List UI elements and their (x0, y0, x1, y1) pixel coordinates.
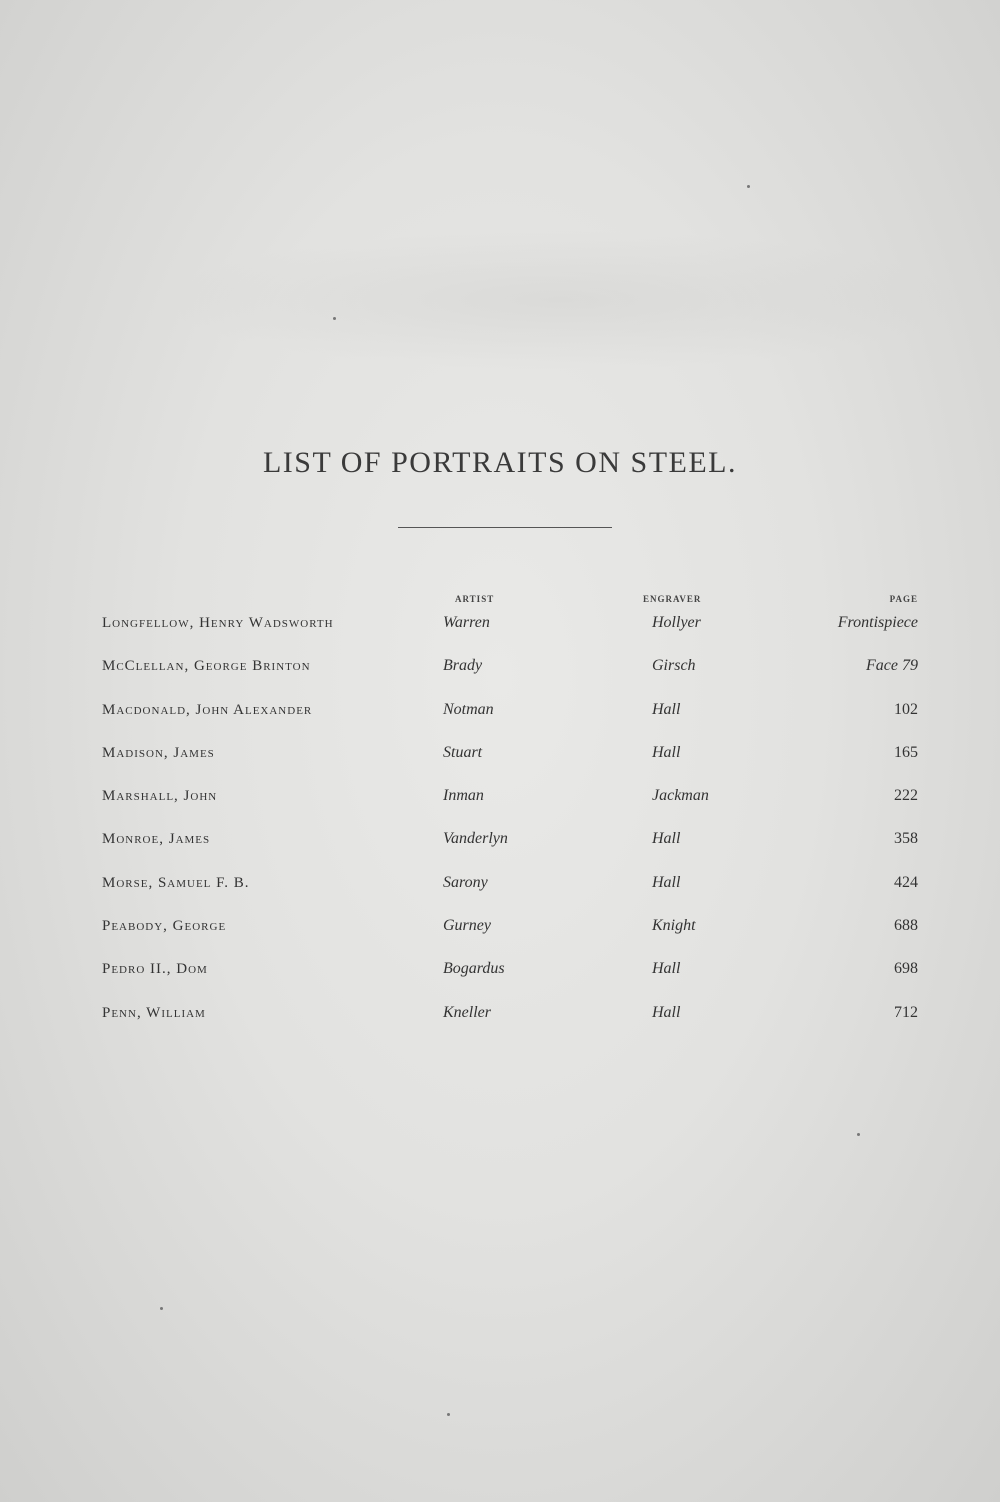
portrait-artist: Stuart (443, 743, 483, 761)
portrait-name: Longfellow, Henry Wadsworth (102, 615, 334, 631)
paper-speck (333, 317, 336, 320)
portrait-engraver: Hall (652, 743, 681, 761)
list-row (0, 653, 1000, 696)
portrait-page: Face 79 (866, 657, 918, 675)
portrait-page: 222 (894, 787, 918, 805)
portrait-page: 688 (894, 917, 918, 935)
portrait-page: 698 (894, 960, 918, 978)
portrait-page: 712 (894, 1003, 918, 1021)
portrait-engraver: Girsch (652, 657, 696, 675)
list-row (0, 870, 1000, 913)
page-title: LIST OF PORTRAITS ON STEEL. (262, 446, 737, 479)
list-row (0, 956, 1000, 999)
show-through-bleed (160, 230, 960, 370)
list-row (0, 826, 1000, 869)
portrait-engraver: Hall (652, 873, 681, 891)
portrait-artist: Sarony (443, 873, 488, 891)
portrait-engraver: Hall (652, 830, 681, 848)
list-row (0, 740, 1000, 783)
portrait-page: 102 (894, 700, 918, 718)
portrait-name: Peabody, George (102, 918, 227, 935)
portrait-engraver: Hall (652, 960, 681, 978)
column-header-artist: ARTIST (455, 594, 495, 604)
portrait-name: Macdonald, John Alexander (102, 701, 313, 718)
portrait-list (0, 610, 1000, 1043)
column-header-page: PAGE (889, 594, 918, 604)
portrait-engraver: Hall (652, 1003, 681, 1021)
portrait-engraver: Hall (652, 700, 681, 718)
portrait-artist: Kneller (443, 1003, 491, 1021)
paper-speck (447, 1413, 450, 1416)
list-row (0, 1000, 1000, 1043)
paper-speck (160, 1307, 163, 1310)
portrait-name: Madison, James (102, 744, 215, 761)
portrait-page: 358 (894, 830, 918, 848)
portrait-artist: Inman (443, 787, 484, 805)
column-header-engraver: ENGRAVER (643, 594, 702, 604)
portrait-page: Frontispiece (837, 614, 918, 631)
list-row (0, 697, 1000, 740)
portrait-engraver: Knight (652, 917, 696, 935)
title-divider (398, 527, 612, 528)
portrait-engraver: Jackman (652, 787, 709, 805)
portrait-page: 165 (894, 743, 918, 761)
portrait-name: Marshall, John (102, 788, 218, 805)
portrait-artist: Bogardus (443, 960, 505, 978)
portrait-engraver: Hollyer (652, 614, 701, 631)
portrait-name: Pedro II., Dom (102, 961, 208, 978)
portrait-artist: Gurney (443, 917, 491, 935)
portrait-name: Morse, Samuel F. B. (102, 874, 250, 891)
portrait-artist: Vanderlyn (443, 830, 508, 848)
list-row (0, 783, 1000, 826)
portrait-artist: Warren (443, 614, 490, 631)
list-row (0, 610, 1000, 653)
list-row (0, 913, 1000, 956)
paper-speck (857, 1133, 860, 1136)
portrait-name: McClellan, George Brinton (102, 658, 311, 675)
portrait-artist: Brady (443, 657, 483, 675)
portrait-name: Monroe, James (102, 831, 211, 848)
portrait-artist: Notman (443, 700, 494, 718)
portrait-page: 424 (894, 873, 918, 891)
portrait-name: Penn, William (102, 1004, 206, 1021)
paper-speck (747, 185, 750, 188)
